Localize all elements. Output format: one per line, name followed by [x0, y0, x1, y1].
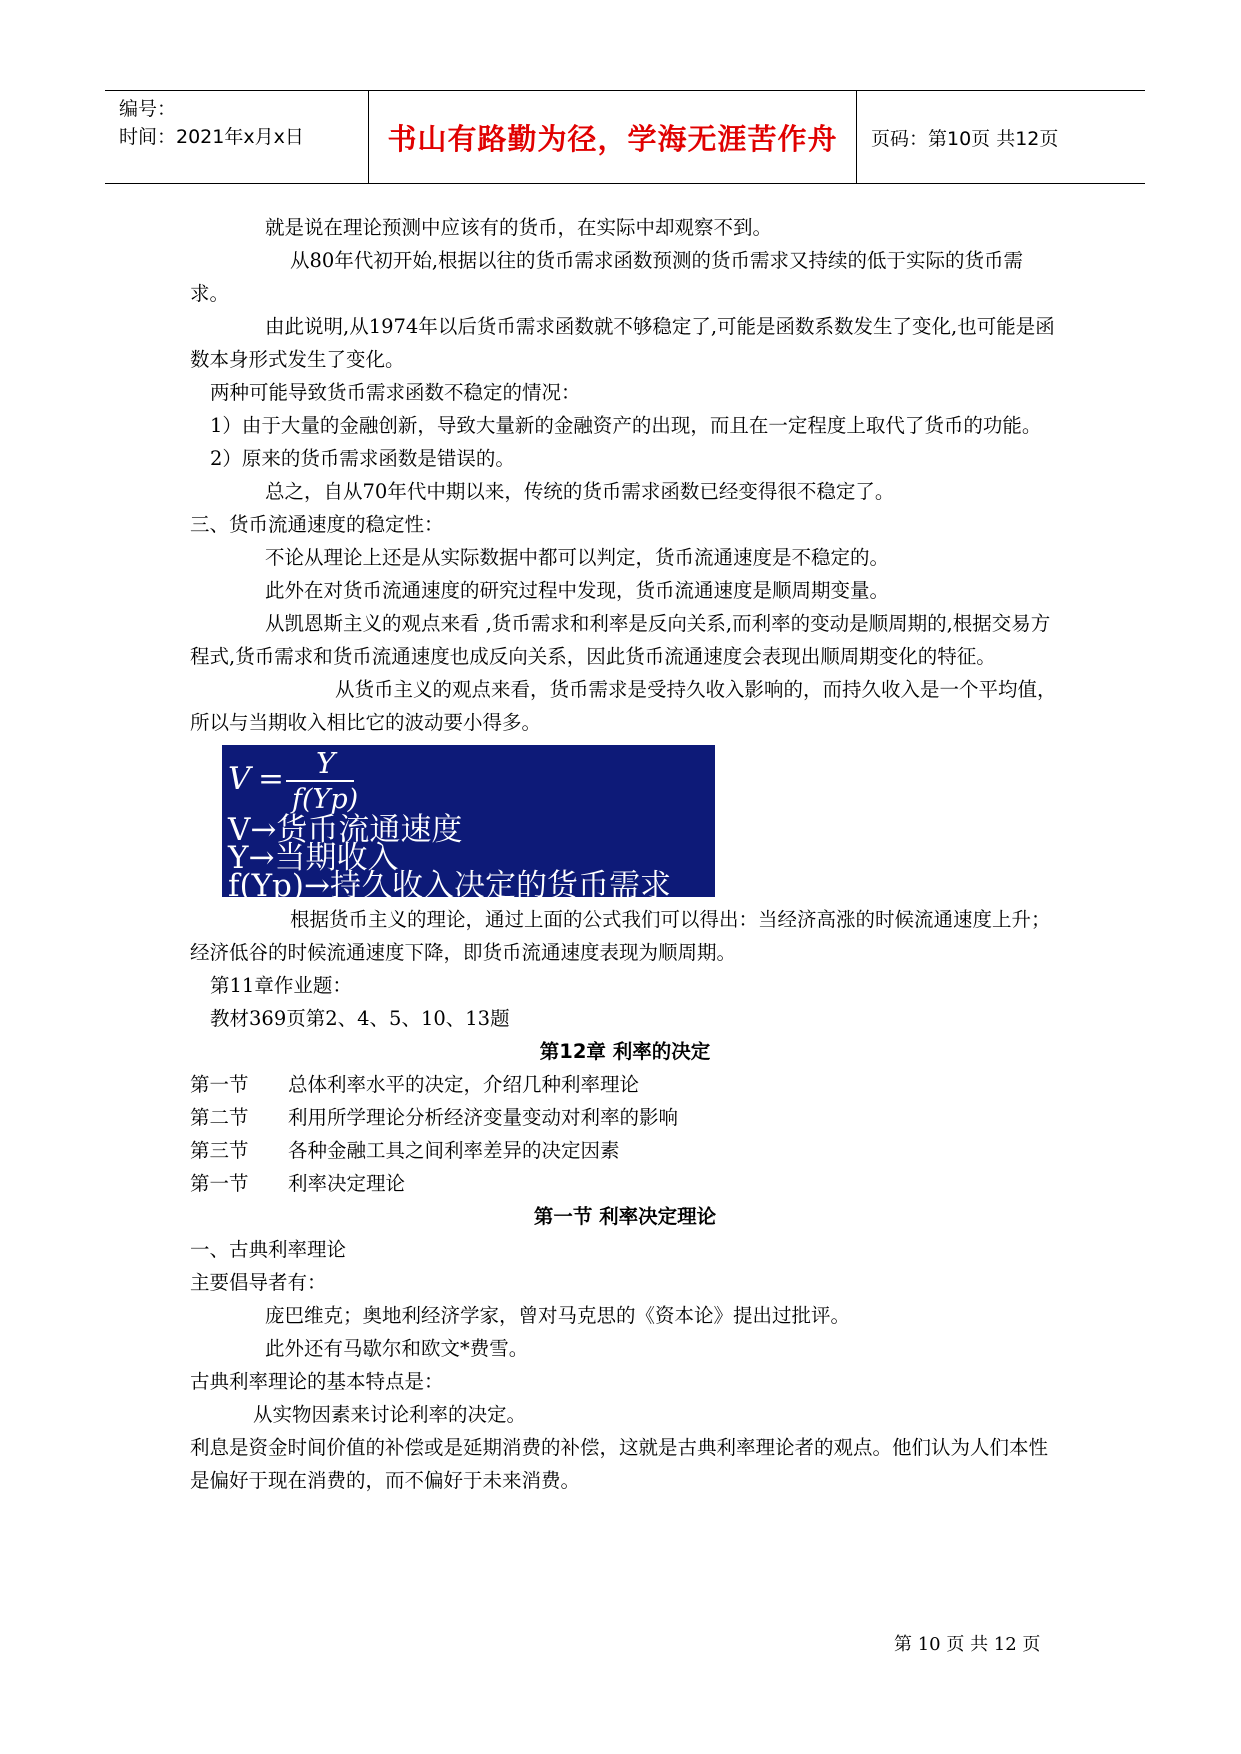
fraction-bar — [286, 780, 354, 782]
formula-line-income: Y→当期收入 — [228, 840, 399, 876]
subheading: 一、古典利率理论 — [190, 1238, 347, 1261]
paragraph: 由此说明,从1974年以后货币需求函数就不够稳定了,可能是函数系数发生了变化,也可能是函数本身形式发生了变化。 — [190, 315, 1055, 371]
paragraph: 从货币主义的观点来看，货币需求是受持久收入影响的，而持久收入是一个平均值，所以与当期收入相比它的波动要小得多。 — [190, 678, 1057, 734]
paragraph: 从80年代初开始,根据以往的货币需求函数预测的货币需求又持续的低于实际的货币需求。 — [190, 249, 1024, 305]
section-label: 第一节 — [190, 1073, 249, 1096]
header-motto: 书山有路勤为径，学海无涯苦作舟 — [369, 91, 857, 183]
paragraph: 第11章作业题： — [210, 974, 352, 997]
paragraph: 1）由于大量的金融创新，导致大量新的金融资产的出现，而且在一定程度上取代了货币的功能。 — [210, 414, 1042, 437]
section-list-item — [190, 1068, 1060, 1101]
formula-denominator: f(Yp) — [292, 784, 359, 815]
page-header — [105, 90, 1145, 184]
paragraph: 庞巴维克；奥地利经济学家，曾对马克思的《资本论》提出过批评。 — [265, 1304, 851, 1327]
paragraph: 从凯恩斯主义的观点来看 ,货币需求和利率是反向关系,而利率的变动是顺周期的,根据交易方程式,货币需求和货币流通速度也成反向关系，因此货币流通速度会表现出顺周期变化的特征。 — [190, 612, 1051, 668]
section-label: 第二节 — [190, 1106, 249, 1129]
time-label: 时间：2021年x月x日 — [119, 126, 304, 148]
section-text: 总体利率水平的决定，介绍几种利率理论 — [288, 1073, 640, 1096]
section-text: 利用所学理论分析经济变量变动对利率的影响 — [288, 1106, 679, 1129]
formula-numerator: Y — [316, 746, 336, 780]
section-list-item — [190, 1101, 1060, 1134]
page-footer: 第 10 页 共 12 页 — [894, 1634, 1041, 1655]
paragraph: 不论从理论上还是从实际数据中都可以判定，货币流通速度是不稳定的。 — [265, 546, 890, 569]
formula-image — [222, 745, 715, 904]
paragraph: 利息是资金时间价值的补偿或是延期消费的补偿，这就是古典利率理论者的观点。他们认为人们本性是偏好于现在消费的，而不偏好于未来消费。 — [190, 1436, 1049, 1492]
section-title: 第一节 利率决定理论 — [533, 1205, 717, 1228]
section-list-item — [190, 1134, 1060, 1167]
number-label: 编号： — [119, 98, 177, 120]
section-text: 利率决定理论 — [288, 1172, 406, 1195]
header-info — [105, 91, 369, 183]
paragraph: 2）原来的货币需求函数是错误的。 — [210, 447, 515, 470]
section-list-item — [190, 1167, 1060, 1200]
paragraph: 教材369页第2、4、5、10、13题 — [210, 1007, 510, 1030]
section-heading: 三、货币流通速度的稳定性： — [190, 513, 444, 536]
section-label: 第一节 — [190, 1172, 249, 1195]
paragraph: 此外还有马歇尔和欧文*费雪。 — [265, 1337, 529, 1360]
formula-equals: = — [258, 761, 284, 797]
paragraph: 两种可能导致货币需求函数不稳定的情况： — [210, 381, 581, 404]
paragraph: 从实物因素来讨论利率的决定。 — [253, 1403, 527, 1426]
velocity-formula — [228, 746, 359, 815]
paragraph: 总之，自从70年代中期以来，传统的货币需求函数已经变得很不稳定了。 — [265, 480, 895, 503]
header-page-label: 页码：第10页 共12页 — [871, 127, 1059, 150]
formula-line-demand: f(Yp)→持久收入决定的货币需求 — [228, 868, 671, 904]
paragraph: 主要倡导者有： — [190, 1271, 327, 1294]
formula-line-velocity: V→货币流通速度 — [228, 812, 463, 848]
paragraph: 此外在对货币流通速度的研究过程中发现，货币流通速度是顺周期变量。 — [265, 579, 890, 602]
paragraph: 古典利率理论的基本特点是： — [190, 1370, 444, 1393]
paragraph: 就是说在理论预测中应该有的货币，在实际中却观察不到。 — [265, 216, 773, 239]
section-label: 第三节 — [190, 1139, 249, 1162]
paragraph: 根据货币主义的理论，通过上面的公式我们可以得出：当经济高涨的时候流通速度上升；经济低谷的时候流通速度下降，即货币流通速度表现为顺周期。 — [190, 908, 1051, 964]
formula-lhs: V — [228, 761, 251, 797]
chapter-title: 第12章 利率的决定 — [539, 1040, 711, 1063]
section-text: 各种金融工具之间利率差异的决定因素 — [288, 1139, 620, 1162]
document-body — [190, 211, 1060, 1497]
